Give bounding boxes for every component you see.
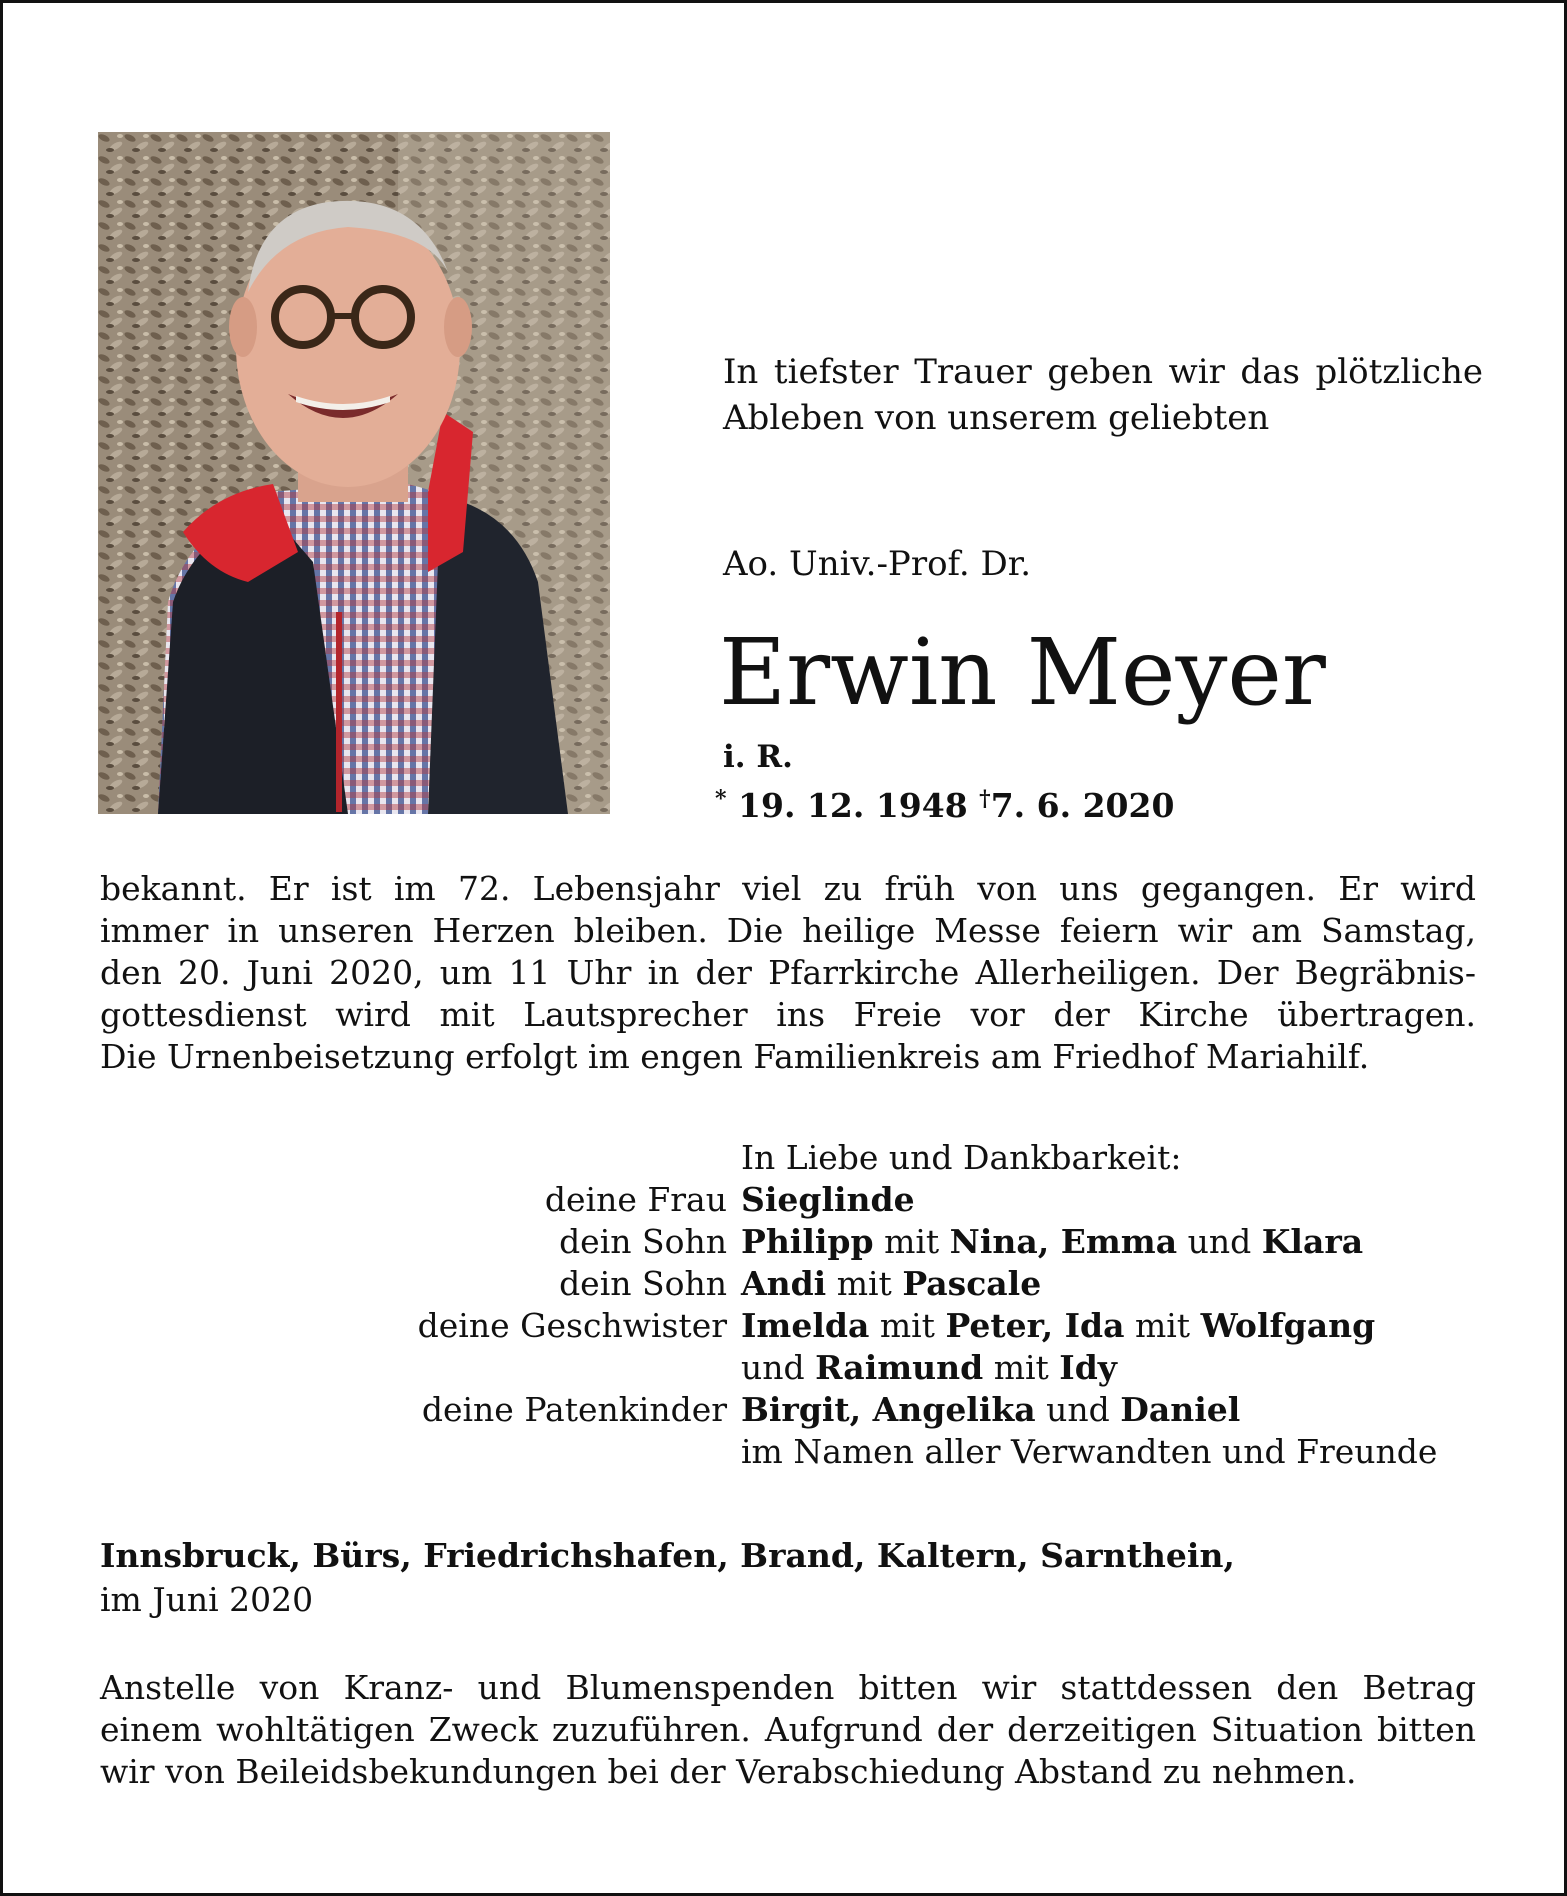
- closing-note: [100, 1667, 1476, 1793]
- mourner-name: Sieglinde: [741, 1180, 915, 1219]
- deceased-name: Erwin Meyer: [719, 619, 1326, 726]
- mourner-name: Pascale: [902, 1264, 1042, 1303]
- academic-title: Ao. Univ.-Prof. Dr.: [723, 544, 1032, 584]
- mourner-names: [741, 1347, 1117, 1389]
- body-line: gottesdienst wird mit Lautsprecher ins Freie vor der Kirche übertragen.: [100, 995, 1476, 1034]
- portrait-illustration: [98, 132, 610, 814]
- mourner-row: [3, 1389, 1567, 1431]
- mourner-relation: deine Frau: [544, 1180, 727, 1219]
- mourner-name: Birgit, Angelika: [741, 1390, 1036, 1429]
- closing-line: einem wohltätigen Zweck zuzuführen. Aufgrund der derzeitigen Situation bitten: [100, 1710, 1476, 1749]
- date-line: im Juni 2020: [100, 1580, 314, 1619]
- mourner-connector: mit: [873, 1222, 950, 1261]
- places: Innsbruck, Bürs, Friedrichshafen, Brand, Kaltern, Sarnthein,: [100, 1536, 1235, 1575]
- mourner-name: Idy: [1059, 1348, 1117, 1387]
- birth-date: 19. 12. 1948: [738, 786, 968, 825]
- mourner-relation: deine Patenkinder: [421, 1390, 727, 1429]
- retired-suffix: i. R.: [723, 739, 793, 775]
- mourner-connector: im Namen aller Verwandten und Freunde: [741, 1432, 1438, 1471]
- mourner-connector: und: [1177, 1222, 1262, 1261]
- mourner-name: Imelda: [741, 1306, 870, 1345]
- mourner-names: [741, 1179, 915, 1221]
- mourner-names: [741, 1221, 1363, 1263]
- mourner-connector: mit: [1124, 1306, 1201, 1345]
- death-symbol: †: [979, 786, 991, 812]
- mourner-name: Raimund: [815, 1348, 984, 1387]
- mourner-relation: dein Sohn: [559, 1264, 727, 1303]
- mourner-relation: dein Sohn: [559, 1222, 727, 1261]
- intro-text: [723, 349, 1483, 441]
- mourner-name: Klara: [1261, 1222, 1364, 1261]
- portrait-photo: [98, 132, 610, 814]
- mourner-names: [741, 1305, 1375, 1347]
- body-line: bekannt. Er ist im 72. Lebensjahr viel zu früh von uns gegangen. Er wird: [100, 869, 1476, 908]
- mourner-names: [741, 1431, 1437, 1473]
- mourner-row: [3, 1263, 1567, 1305]
- death-date: 7. 6. 2020: [990, 786, 1175, 825]
- intro-line: Ableben von unserem geliebten: [723, 398, 1270, 438]
- mourner-row: [3, 1431, 1567, 1473]
- mourner-name: Andi: [741, 1264, 827, 1303]
- announcement-text: [100, 868, 1476, 1078]
- mourner-row: [3, 1305, 1567, 1347]
- mourner-name: Philipp: [741, 1222, 874, 1261]
- mourner-names: [741, 1389, 1240, 1431]
- mourner-connector: und: [741, 1348, 816, 1387]
- mourner-name: Wolfgang: [1200, 1306, 1376, 1345]
- mourner-relation: deine Geschwister: [417, 1306, 727, 1345]
- mourner-name: Daniel: [1120, 1390, 1241, 1429]
- mourner-connector: mit: [826, 1264, 903, 1303]
- mourner-row: [3, 1179, 1567, 1221]
- mourner-row: [3, 1221, 1567, 1263]
- body-line: immer in unseren Herzen bleiben. Die heilige Messe feiern wir am Samstag,: [100, 911, 1476, 950]
- intro-line: In tiefster Trauer geben wir das plötzliche: [723, 352, 1483, 392]
- mourner-connector: mit: [869, 1306, 946, 1345]
- mourners-heading: In Liebe und Dankbarkeit:: [741, 1138, 1182, 1177]
- mourner-names: [741, 1263, 1041, 1305]
- life-dates: [715, 777, 1174, 828]
- closing-line: Anstelle von Kranz- und Blumenspenden bitten wir stattdessen den Betrag: [100, 1668, 1476, 1707]
- mourner-connector: und: [1035, 1390, 1121, 1429]
- body-line: Die Urnenbeisetzung erfolgt im engen Familienkreis am Friedhof Mariahilf.: [100, 1037, 1370, 1076]
- birth-symbol: *: [715, 786, 727, 812]
- mourner-name: Peter, Ida: [945, 1306, 1125, 1345]
- body-line: den 20. Juni 2020, um 11 Uhr in der Pfarrkirche Allerheiligen. Der Begräbnis-: [100, 953, 1476, 992]
- mourner-name: Nina, Emma: [949, 1222, 1178, 1261]
- closing-line: wir von Beileidsbekundungen bei der Verabschiedung Abstand zu nehmen.: [100, 1752, 1357, 1791]
- mourner-connector: mit: [983, 1348, 1060, 1387]
- mourner-row: [3, 1347, 1567, 1389]
